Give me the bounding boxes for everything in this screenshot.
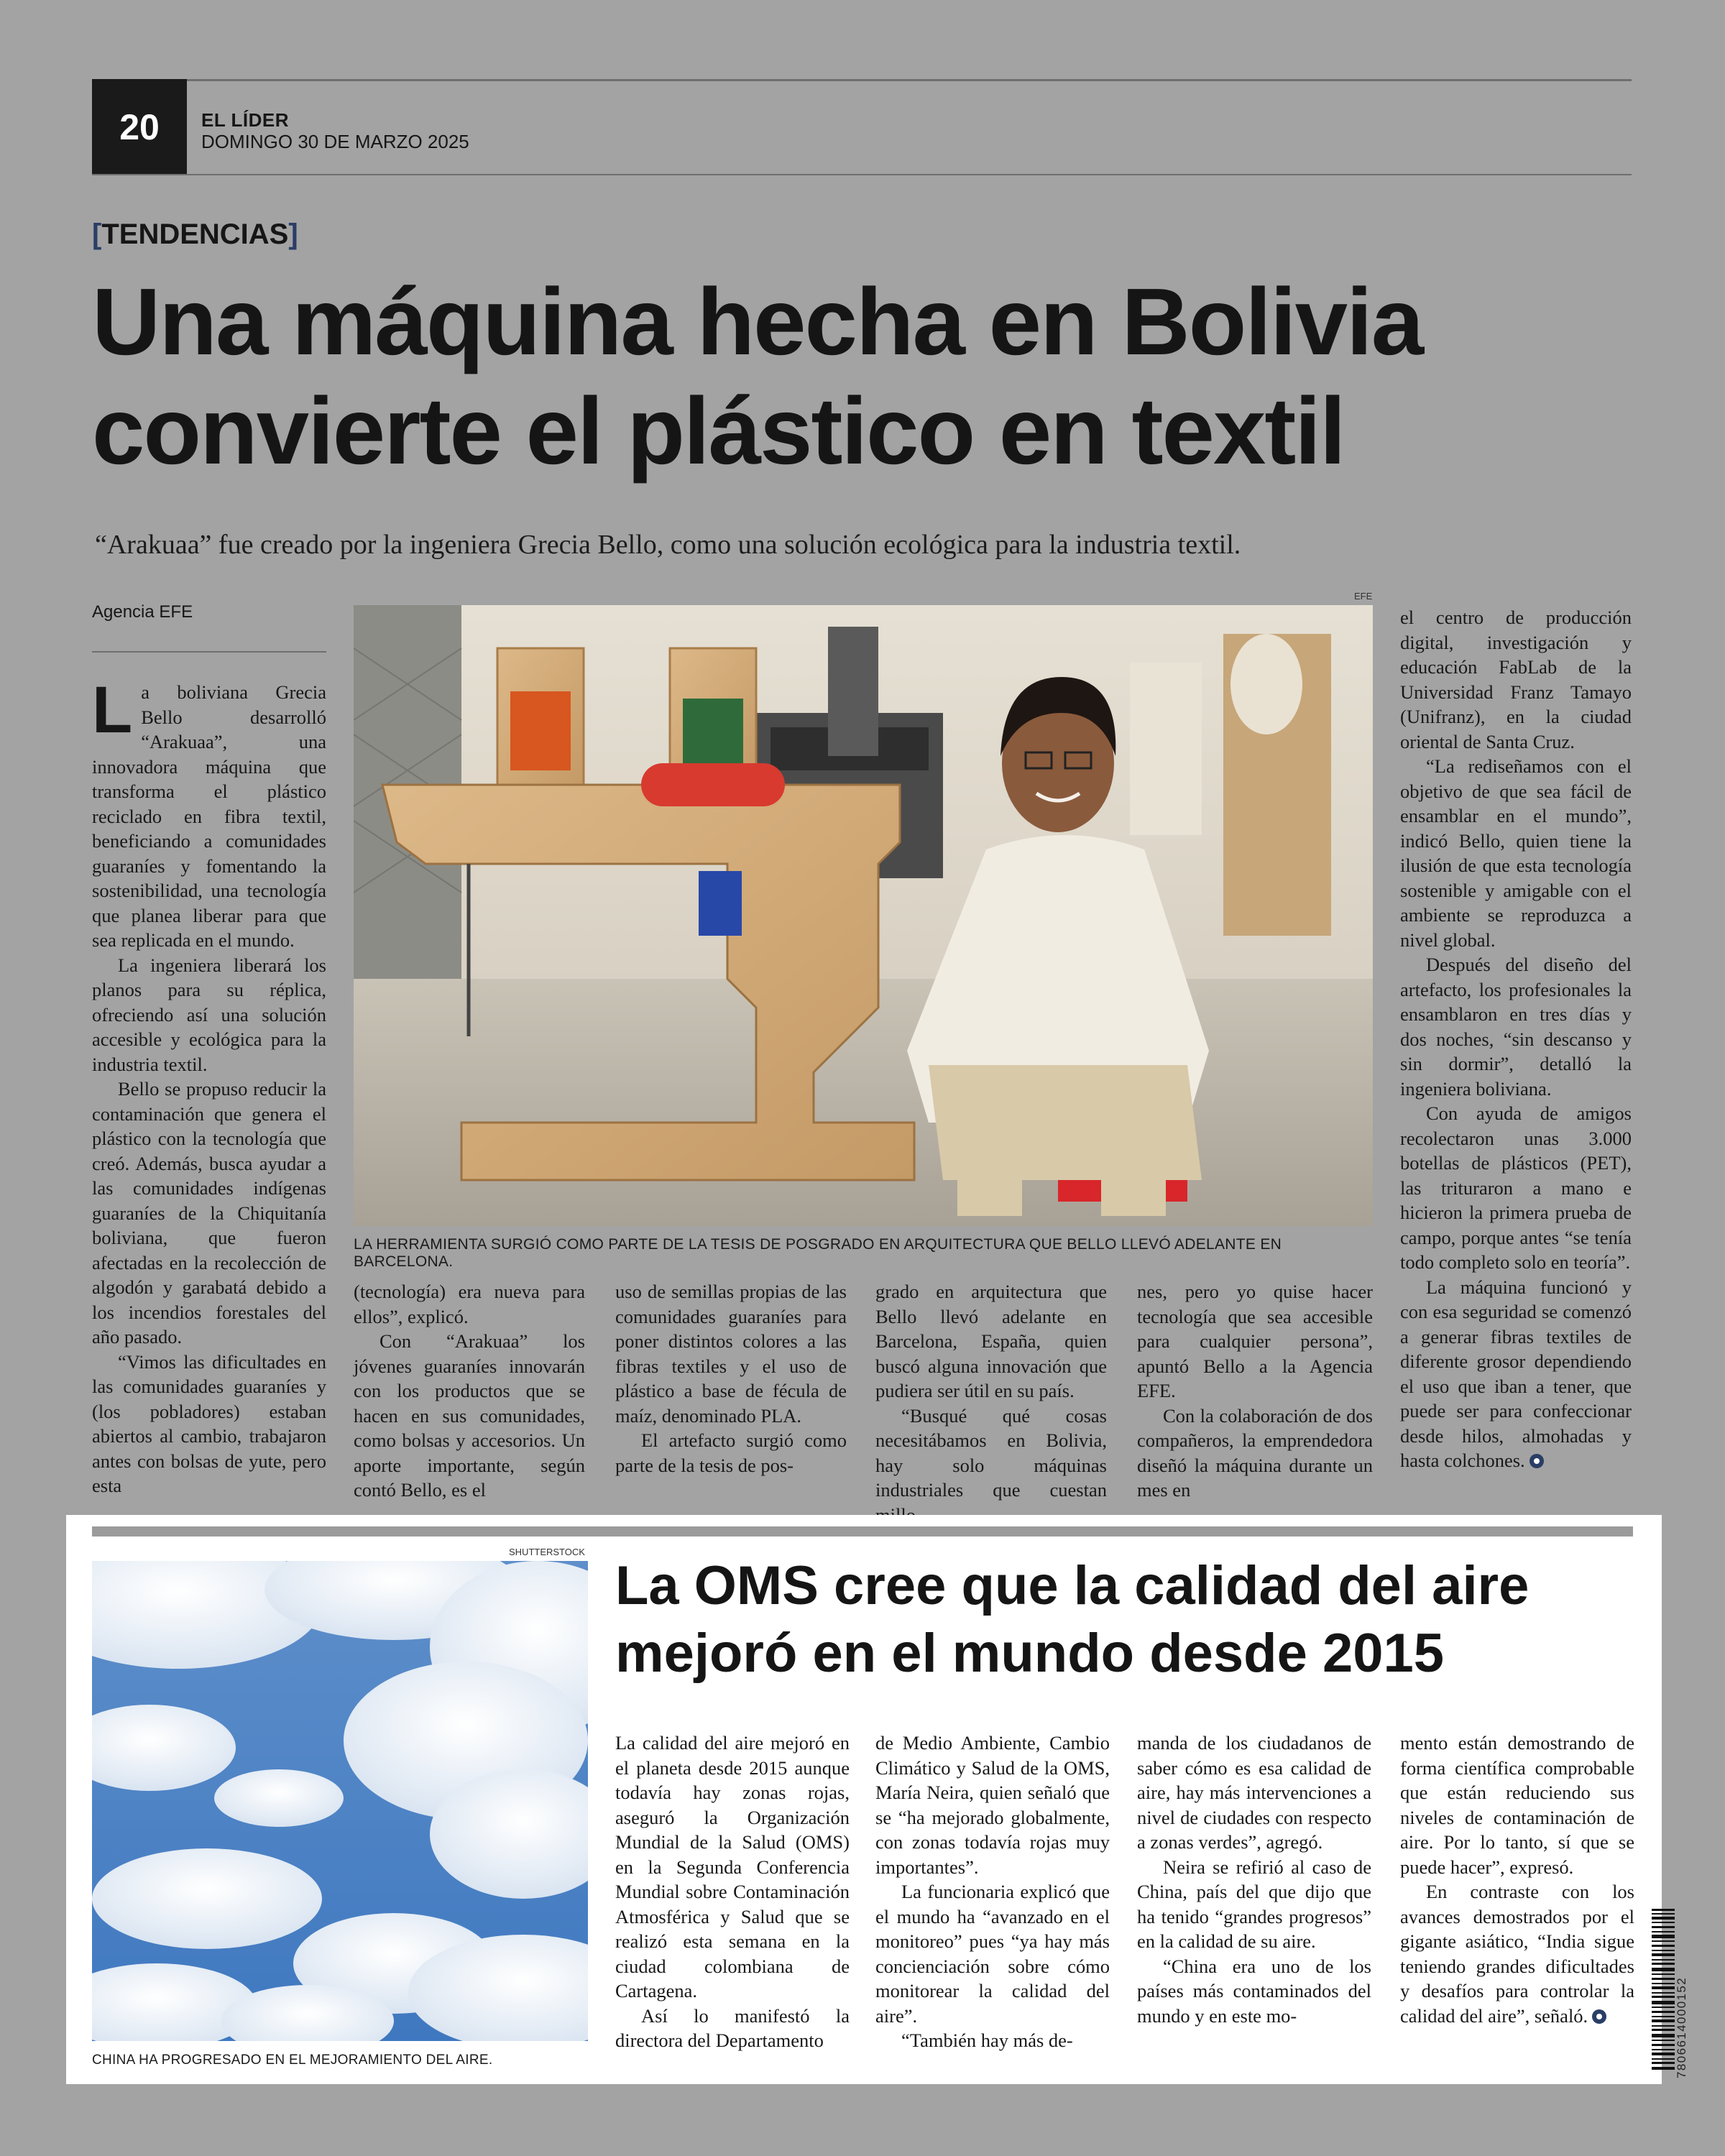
article1-column-5 xyxy=(1137,1279,1373,1503)
article1-column-4 xyxy=(875,1279,1107,1527)
photo-caption: LA HERRAMIENTA SURGIÓ COMO PARTE DE LA TESIS DE POSGRADO EN ARQUITECTURA QUE BELLO LLEVÓ ADELANTE EN BARCELONA. xyxy=(354,1236,1282,1270)
sky-photo xyxy=(92,1561,588,2041)
paragraph: “Busqué qué cosas necesitábamos en Bolivia, hay solo máquinas industriales que cuestan xyxy=(875,1404,1107,1501)
publication-name: EL LÍDER xyxy=(201,109,289,131)
article2-column-1 xyxy=(615,1731,850,2053)
paragraph: manda de los ciudadanos de saber cómo es esa calidad de aire, hay más intervenciones a nivel de ciudades con respecto a zonas verdes”, agregó. xyxy=(1137,1732,1371,1853)
headline-line-1: Una máquina hecha en Bolivia xyxy=(92,269,1423,374)
paragraph: Así lo manifestó la directora del Departamento xyxy=(615,2004,850,2051)
photo2-caption: CHINA HA PROGRESADO EN EL MEJORAMIENTO DEL AIRE. xyxy=(92,2053,493,2068)
paragraph: Bello se propuso reducir la contaminación que genera el plástico con la tecnología que creó. Además, busca ayudar a las comunidades indígenas guaraníes de la Chiquitanía boliviana, que fueron afectadas en la recolección de algodón y garabatá debido a los incendios forestales del año pasado. xyxy=(92,1078,326,1348)
headline-line-2: convierte el plástico en textil xyxy=(92,378,1345,484)
paragraph: La calidad del aire mejoró en el planeta desde 2015 aunque todavía hay zonas rojas, aseguró la Organización Mundial de la Salud (OMS) en la Segunda Conferencia Mundial sobre Contaminación Atmosférica y Salud que se realizó esta semana en la ciudad colombiana de Cartagena. xyxy=(615,1732,850,2001)
paragraph: nes, pero yo quise hacer tecnología que sea accesible para cualquier persona”, apuntó Bello a la Agencia EFE. xyxy=(1137,1281,1373,1401)
workshop-photo-illustration xyxy=(354,605,1373,1226)
end-of-article-icon xyxy=(1592,2009,1606,2024)
subheadline: “Arakuaa” fue creado por la ingeniera Grecia Bello, como una solución ecológica para la industria textil. xyxy=(95,530,1241,560)
page-number: 20 xyxy=(92,79,187,175)
paragraph: La máquina funcionó y con esa seguridad se comenzó a generar fibras textiles de diferente grosor dependiendo el uso que iban a tener, que puede ser para confeccionar desde hilos, almohadas y hasta colchones. xyxy=(1400,1276,1632,1471)
paragraph: a boliviana Grecia Bello desarrolló “Arakuaa”, una innovadora máquina que transforma el plástico reciclado en fibra textil, beneficiando a comunidades guaraníes y fomentando la sostenibilidad, una tecnología que planea liberar para que sea replicada en el mundo. xyxy=(92,681,326,951)
clouds-illustration xyxy=(92,1561,588,2041)
paragraph: Con la colaboración de dos compañeros, la emprendedora diseñó la máquina durante un mes en xyxy=(1137,1404,1373,1501)
byline: Agencia EFE xyxy=(92,602,193,622)
dropcap: L xyxy=(92,673,133,747)
article1-column-3 xyxy=(615,1279,847,1478)
article2-column-4 xyxy=(1400,1731,1634,2028)
paragraph: mento están demostrando de forma científica comprobable que están reduciendo sus niveles de contaminación de aire. Por lo tanto, sí que se puede hacer”, expresó. xyxy=(1400,1732,1634,1878)
header-rule xyxy=(92,174,1632,175)
paragraph: grado en arquitectura que Bello llevó adelante en Barcelona, España, quien buscó alguna innovación que pudiera ser útil en su país. xyxy=(875,1281,1107,1401)
paragraph: de Medio Ambiente, Cambio Climático y Salud de la OMS, María Neira, quien señaló que se “ha mejorado globalmente, con zonas todavía rojas muy importantes”. xyxy=(875,1732,1110,1878)
paragraph: La funcionaria explicó que el mundo ha “avanzado en el monitoreo” pues “ya hay más concienciación sobre cómo monitorear la calidad del aire”. xyxy=(875,1881,1110,2027)
article1-column-2 xyxy=(354,1279,585,1503)
paragraph: Neira se refirió al caso de China, país del que dijo que ha tenido “grandes progresos” en la calidad de su aire. xyxy=(1137,1856,1371,1952)
headline2-line-2: mejoró en el mundo desde 2015 xyxy=(615,1623,1445,1684)
paragraph: La ingeniera liberará los planos para su réplica, ofreciendo así una solución accesible y ecológica para la industria textil. xyxy=(92,954,326,1075)
end-of-article-icon xyxy=(1530,1454,1544,1468)
publication-date: DOMINGO 30 DE MARZO 2025 xyxy=(201,131,469,152)
photo2-credit: SHUTTERSTOCK xyxy=(509,1547,585,1557)
paragraph: Con “Arakuaa” los jóvenes guaraníes innovarán con los productos que se hacen en sus comunidades, como bolsas y accesorios. Un aporte importante, según contó Bello, es el xyxy=(354,1330,585,1501)
paragraph: el centro de producción digital, investigación y educación FabLab de la Universidad Franz Tamayo (Unifranz), en la ciudad oriental de Santa Cruz. xyxy=(1400,607,1632,752)
article2-column-2 xyxy=(875,1731,1110,2053)
barcode-icon xyxy=(1652,1909,1675,2070)
main-headline xyxy=(92,267,1637,486)
secondary-article-rule xyxy=(92,1526,1633,1537)
main-photo xyxy=(354,605,1373,1226)
paragraph: El artefacto surgió como parte de la tesis de pos- xyxy=(615,1429,847,1476)
paragraph: “Vimos las dificultades en las comunidades guaraníes y (los pobladores) estaban abiertos al cambio, trabajaron antes con bolsas de yute, pero esta xyxy=(92,1350,326,1496)
headline2-line-1: La OMS cree que la calidad del aire xyxy=(615,1555,1530,1616)
paragraph: “También hay más de- xyxy=(901,2030,1073,2051)
paragraph: En contraste con los avances demostrados por el gigante asiático, “India sigue teniendo grandes dificultades y desafíos para controlar la calidad del aire”, señaló. xyxy=(1400,1881,1634,2027)
barcode-number: 7806614000152 xyxy=(1675,1976,1688,2078)
article1-column-6 xyxy=(1400,605,1632,1473)
top-rule xyxy=(92,79,1632,81)
paragraph: “La rediseñamos con el objetivo de que sea fácil de ensamblar en el mundo”, indicó Bello, quien tiene la ilusión de que esta tecnología sostenible y amigable con el ambiente se reproduzca a nivel global. xyxy=(1400,755,1632,951)
paragraph: (tecnología) era nueva para ellos”, explicó. xyxy=(354,1281,585,1327)
photo-credit: EFE xyxy=(1354,591,1373,602)
paragraph: Con ayuda de amigos recolectaron unas 3.000 botellas de plásticos (PET), las trituraron a mano e hicieron la primera prueba de campo, porque antes “se tenía todo completo solo en teoría”. xyxy=(1400,1102,1632,1273)
article2-column-3 xyxy=(1137,1731,1371,2028)
paragraph: Después del diseño del artefacto, los profesionales la ensamblaron en tres días y dos noches, “sin descanso y sin dormir”, detalló la ingeniera boliviana. xyxy=(1400,954,1632,1100)
section-text: TENDENCIAS xyxy=(101,218,289,250)
byline-rule xyxy=(92,651,326,653)
section-label: [TENDENCIAS] xyxy=(92,218,298,250)
paragraph: uso de semillas propias de las comunidades guaraníes para poner distintos colores a las fibras textiles y el uso de plástico a base de fécula de maíz, denominado PLA. xyxy=(615,1281,847,1427)
secondary-headline xyxy=(615,1552,1636,1687)
paragraph: “China era uno de los países más contaminados del mundo y en este mo- xyxy=(1137,1955,1371,2027)
article1-column-1 xyxy=(92,673,326,1498)
